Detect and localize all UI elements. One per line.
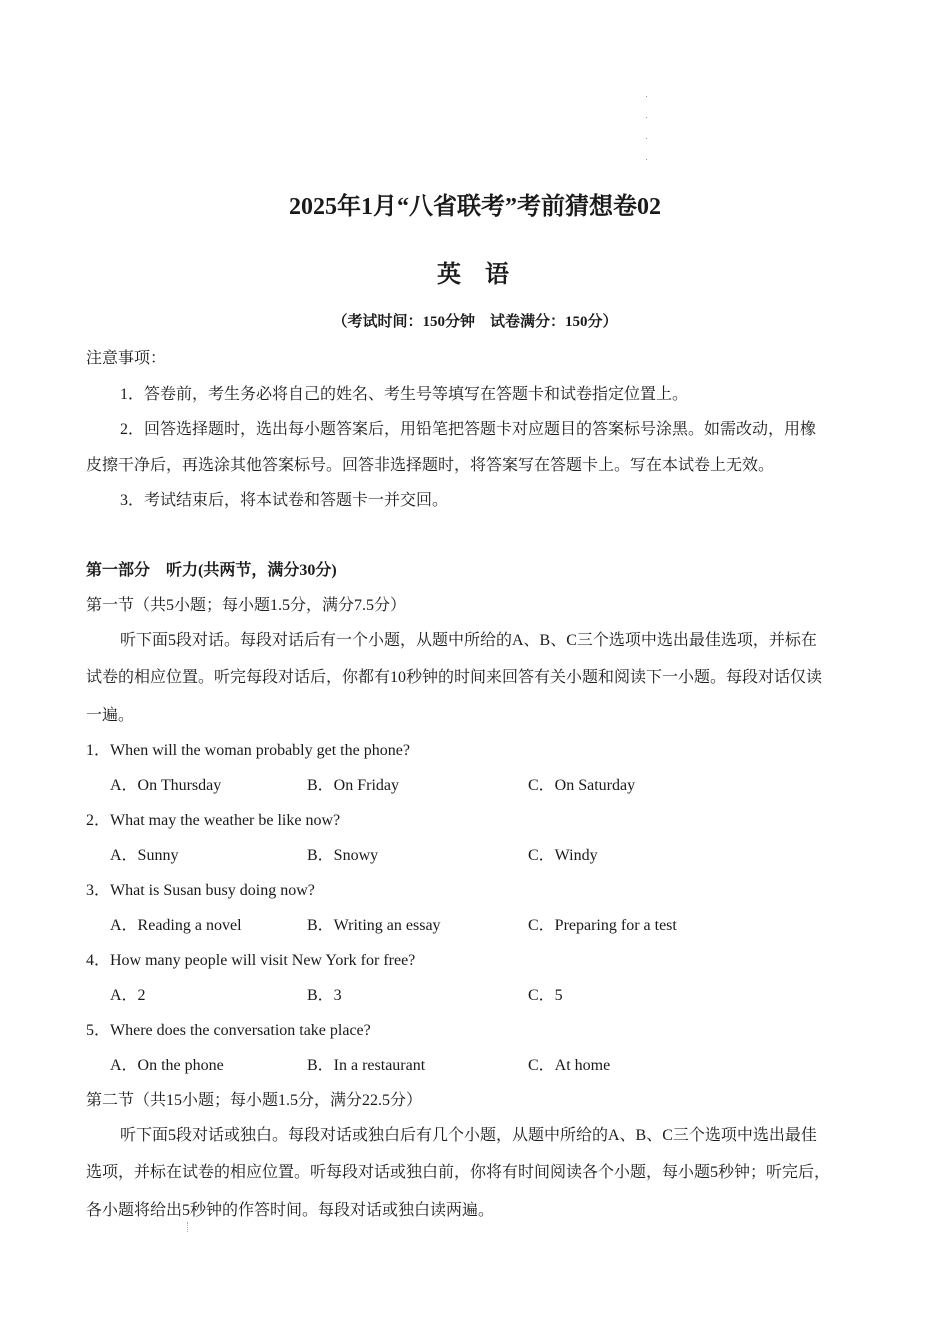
page-title: 2025年1月“八省联考”考前猜想卷02 xyxy=(289,194,661,220)
notice-item-2: 2．回答选择题时，选出每小题答案后，用铅笔把答题卡对应题目的答案标号涂黑。如需改动，用橡 xyxy=(120,421,817,438)
option-a: A．On the phone xyxy=(110,1057,224,1074)
option-c: C．On Saturday xyxy=(528,777,636,794)
section2-instructions-cont: 选项，并标在试卷的相应位置。听每段对话或独白前，你将有时间阅读各个小题，每小题5秒钟；听完后， xyxy=(86,1164,831,1181)
section2-instructions-end: 各小题将给出5秒钟的作答时间。每段对话或独白读两遍。 xyxy=(86,1202,495,1219)
part1-heading: 第一部分 听力(共两节，满分30分) xyxy=(86,562,337,579)
option-c: C．At home xyxy=(528,1057,611,1074)
option-b: B．3 xyxy=(307,987,342,1004)
decorative-dotted-mark xyxy=(187,1222,189,1232)
notice-item-2-cont: 皮擦干净后，再选涂其他答案标号。回答非选择题时，将答案写在答题卡上。写在本试卷上无效。 xyxy=(86,457,775,474)
question-stem: 3．What is Susan busy doing now? xyxy=(86,882,315,899)
option-a: A．2 xyxy=(110,987,146,1004)
option-b: B．Snowy xyxy=(307,847,379,864)
subject-title: 英语 xyxy=(437,262,533,288)
option-a: A．Sunny xyxy=(110,847,179,864)
option-a: A．Reading a novel xyxy=(110,917,242,934)
notice-heading: 注意事项： xyxy=(86,350,167,367)
option-b: B．On Friday xyxy=(307,777,400,794)
question-stem: 1．When will the woman probably get the phone? xyxy=(86,742,410,759)
option-b: B．Writing an essay xyxy=(307,917,441,934)
question-stem: 5．Where does the conversation take place? xyxy=(86,1022,371,1039)
notice-item-3: 3．考试结束后，将本试卷和答题卡一并交回。 xyxy=(120,492,449,509)
section1-instructions-cont: 试卷的相应位置。听完每段对话后，你都有10秒钟的时间来回答有关小题和阅读下一小题。每段对话仅读 xyxy=(86,669,823,686)
section1-instructions: 听下面5段对话。每段对话后有一个小题，从题中所给的A、B、C三个选项中选出最佳选项，并标在 xyxy=(120,632,817,649)
exam-info: （考试时间：150分钟 试卷满分：150分） xyxy=(332,314,618,330)
option-c: C．Preparing for a test xyxy=(528,917,677,934)
section1-instructions-end: 一遍。 xyxy=(86,707,135,724)
section1-heading: 第一节（共5小题；每小题1.5分，满分7.5分） xyxy=(86,597,407,614)
option-a: A．On Thursday xyxy=(110,777,222,794)
notice-item-1: 1．答卷前，考生务必将自己的姓名、考生号等填写在答题卡和试卷指定位置上。 xyxy=(120,386,689,403)
question-stem: 2．What may the weather be like now? xyxy=(86,812,341,829)
section2-heading: 第二节（共15小题；每小题1.5分，满分22.5分） xyxy=(86,1092,423,1109)
option-b: B．In a restaurant xyxy=(307,1057,426,1074)
decorative-dots xyxy=(646,96,648,166)
option-c: C．5 xyxy=(528,987,563,1004)
section2-instructions: 听下面5段对话或独白。每段对话或独白后有几个小题，从题中所给的A、B、C三个选项中选出最佳 xyxy=(120,1127,817,1144)
question-stem: 4．How many people will visit New York for free? xyxy=(86,952,416,969)
option-c: C．Windy xyxy=(528,847,598,864)
